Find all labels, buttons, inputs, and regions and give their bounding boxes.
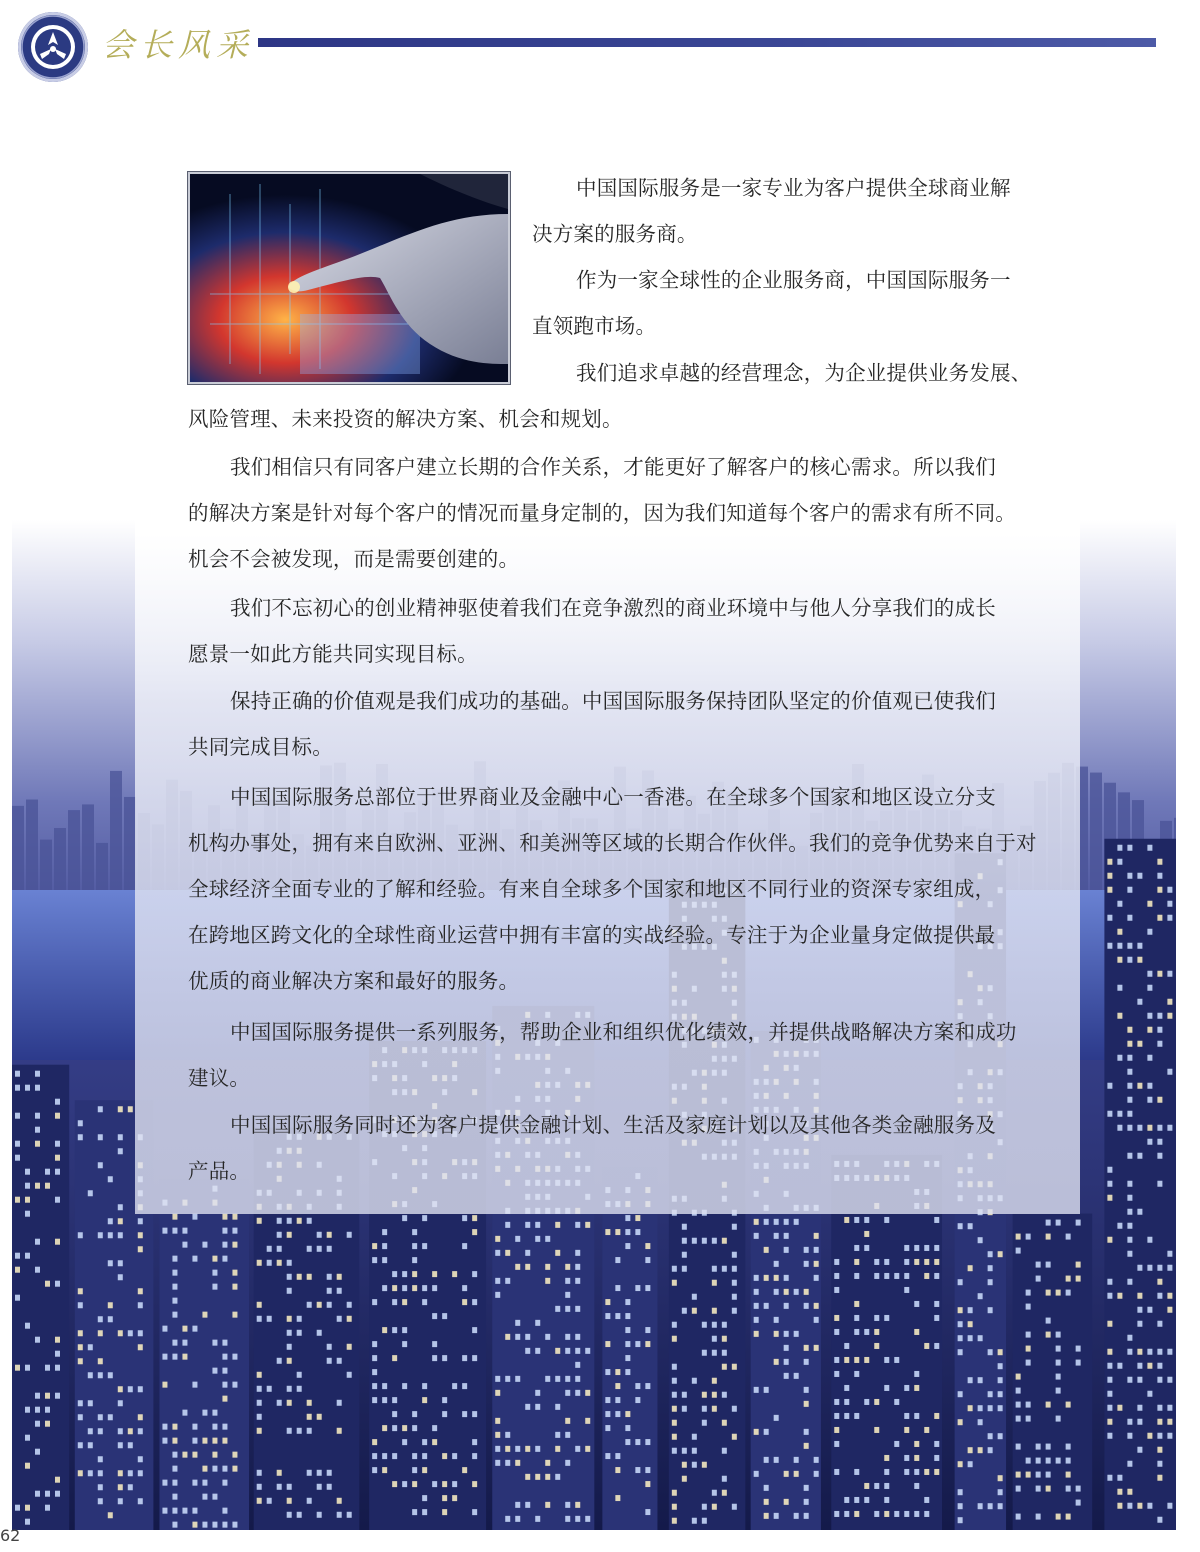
section-title: 会长风采 xyxy=(102,26,255,64)
text-line: 中国国际服务是一家专业为客户提供全球商业解 xyxy=(576,176,1011,200)
paragraph-headquarters xyxy=(188,774,1037,1004)
text-line: 我们追求卓越的经营理念，为企业提供业务发展、 xyxy=(576,361,1032,385)
text-line: 优质的商业解决方案和最好的服务。 xyxy=(188,969,520,993)
text-line: 的解决方案是针对每个客户的情况而量身定制的，因为我们知道每个客户的需求有所不同。 xyxy=(188,501,1016,525)
paragraph-partnership xyxy=(188,444,1016,582)
text-line: 我们相信只有同客户建立长期的合作关系，才能更好了解客户的核心需求。所以我们 xyxy=(230,455,996,479)
association-logo-icon xyxy=(18,12,88,82)
text-line: 中国国际服务提供一系列服务，帮助企业和组织优化绩效，并提供战略解决方案和成功 xyxy=(230,1020,1017,1044)
text-line: 产品。 xyxy=(188,1159,251,1183)
paragraph-philosophy xyxy=(188,350,1031,442)
text-line: 机构办事处，拥有来自欧洲、亚洲、和美洲等区域的长期合作伙伴。我们的竞争优势来自于对 xyxy=(188,831,1037,855)
text-line: 保持正确的价值观是我们成功的基础。中国国际服务保持团队坚定的价值观已使我们 xyxy=(230,689,996,713)
text-line: 在跨地区跨文化的全球性商业运营中拥有丰富的实战经验。专注于为企业量身定做提供最 xyxy=(188,923,996,947)
paragraph-financial xyxy=(188,1102,996,1194)
text-line: 直领跑市场。 xyxy=(532,314,657,338)
text-line: 全球经济全面专业的了解和经验。有来自全球多个国家和地区不同行业的资深专家组成， xyxy=(188,877,996,901)
page-number: 62 xyxy=(0,1526,21,1545)
text-line: 中国国际服务总部位于世界商业及金融中心一香港。在全球多个国家和地区设立分支 xyxy=(230,785,996,809)
paragraph-global-service xyxy=(532,257,1011,349)
paragraph-spirit xyxy=(188,585,996,677)
text-line: 共同完成目标。 xyxy=(188,735,333,759)
text-line: 我们不忘初心的创业精神驱使着我们在竞争激烈的商业环境中与他人分享我们的成长 xyxy=(230,596,996,620)
header-divider xyxy=(258,38,1156,47)
text-line: 愿景一如此方能共同实现目标。 xyxy=(188,642,478,666)
paragraph-services xyxy=(188,1009,1017,1101)
text-line: 机会不会被发现，而是需要创建的。 xyxy=(188,547,520,571)
page-header xyxy=(0,0,1200,100)
text-line: 中国国际服务同时还为客户提供金融计划、生活及家庭计划以及其他各类金融服务及 xyxy=(230,1113,996,1137)
text-line: 风险管理、未来投资的解决方案、机会和规划。 xyxy=(188,407,623,431)
text-line: 决方案的服务商。 xyxy=(532,222,698,246)
text-line: 作为一家全球性的企业服务商，中国国际服务一 xyxy=(576,268,1011,292)
text-line: 建议。 xyxy=(188,1066,251,1090)
paragraph-values xyxy=(188,678,996,770)
paragraph-intro xyxy=(532,165,1011,257)
